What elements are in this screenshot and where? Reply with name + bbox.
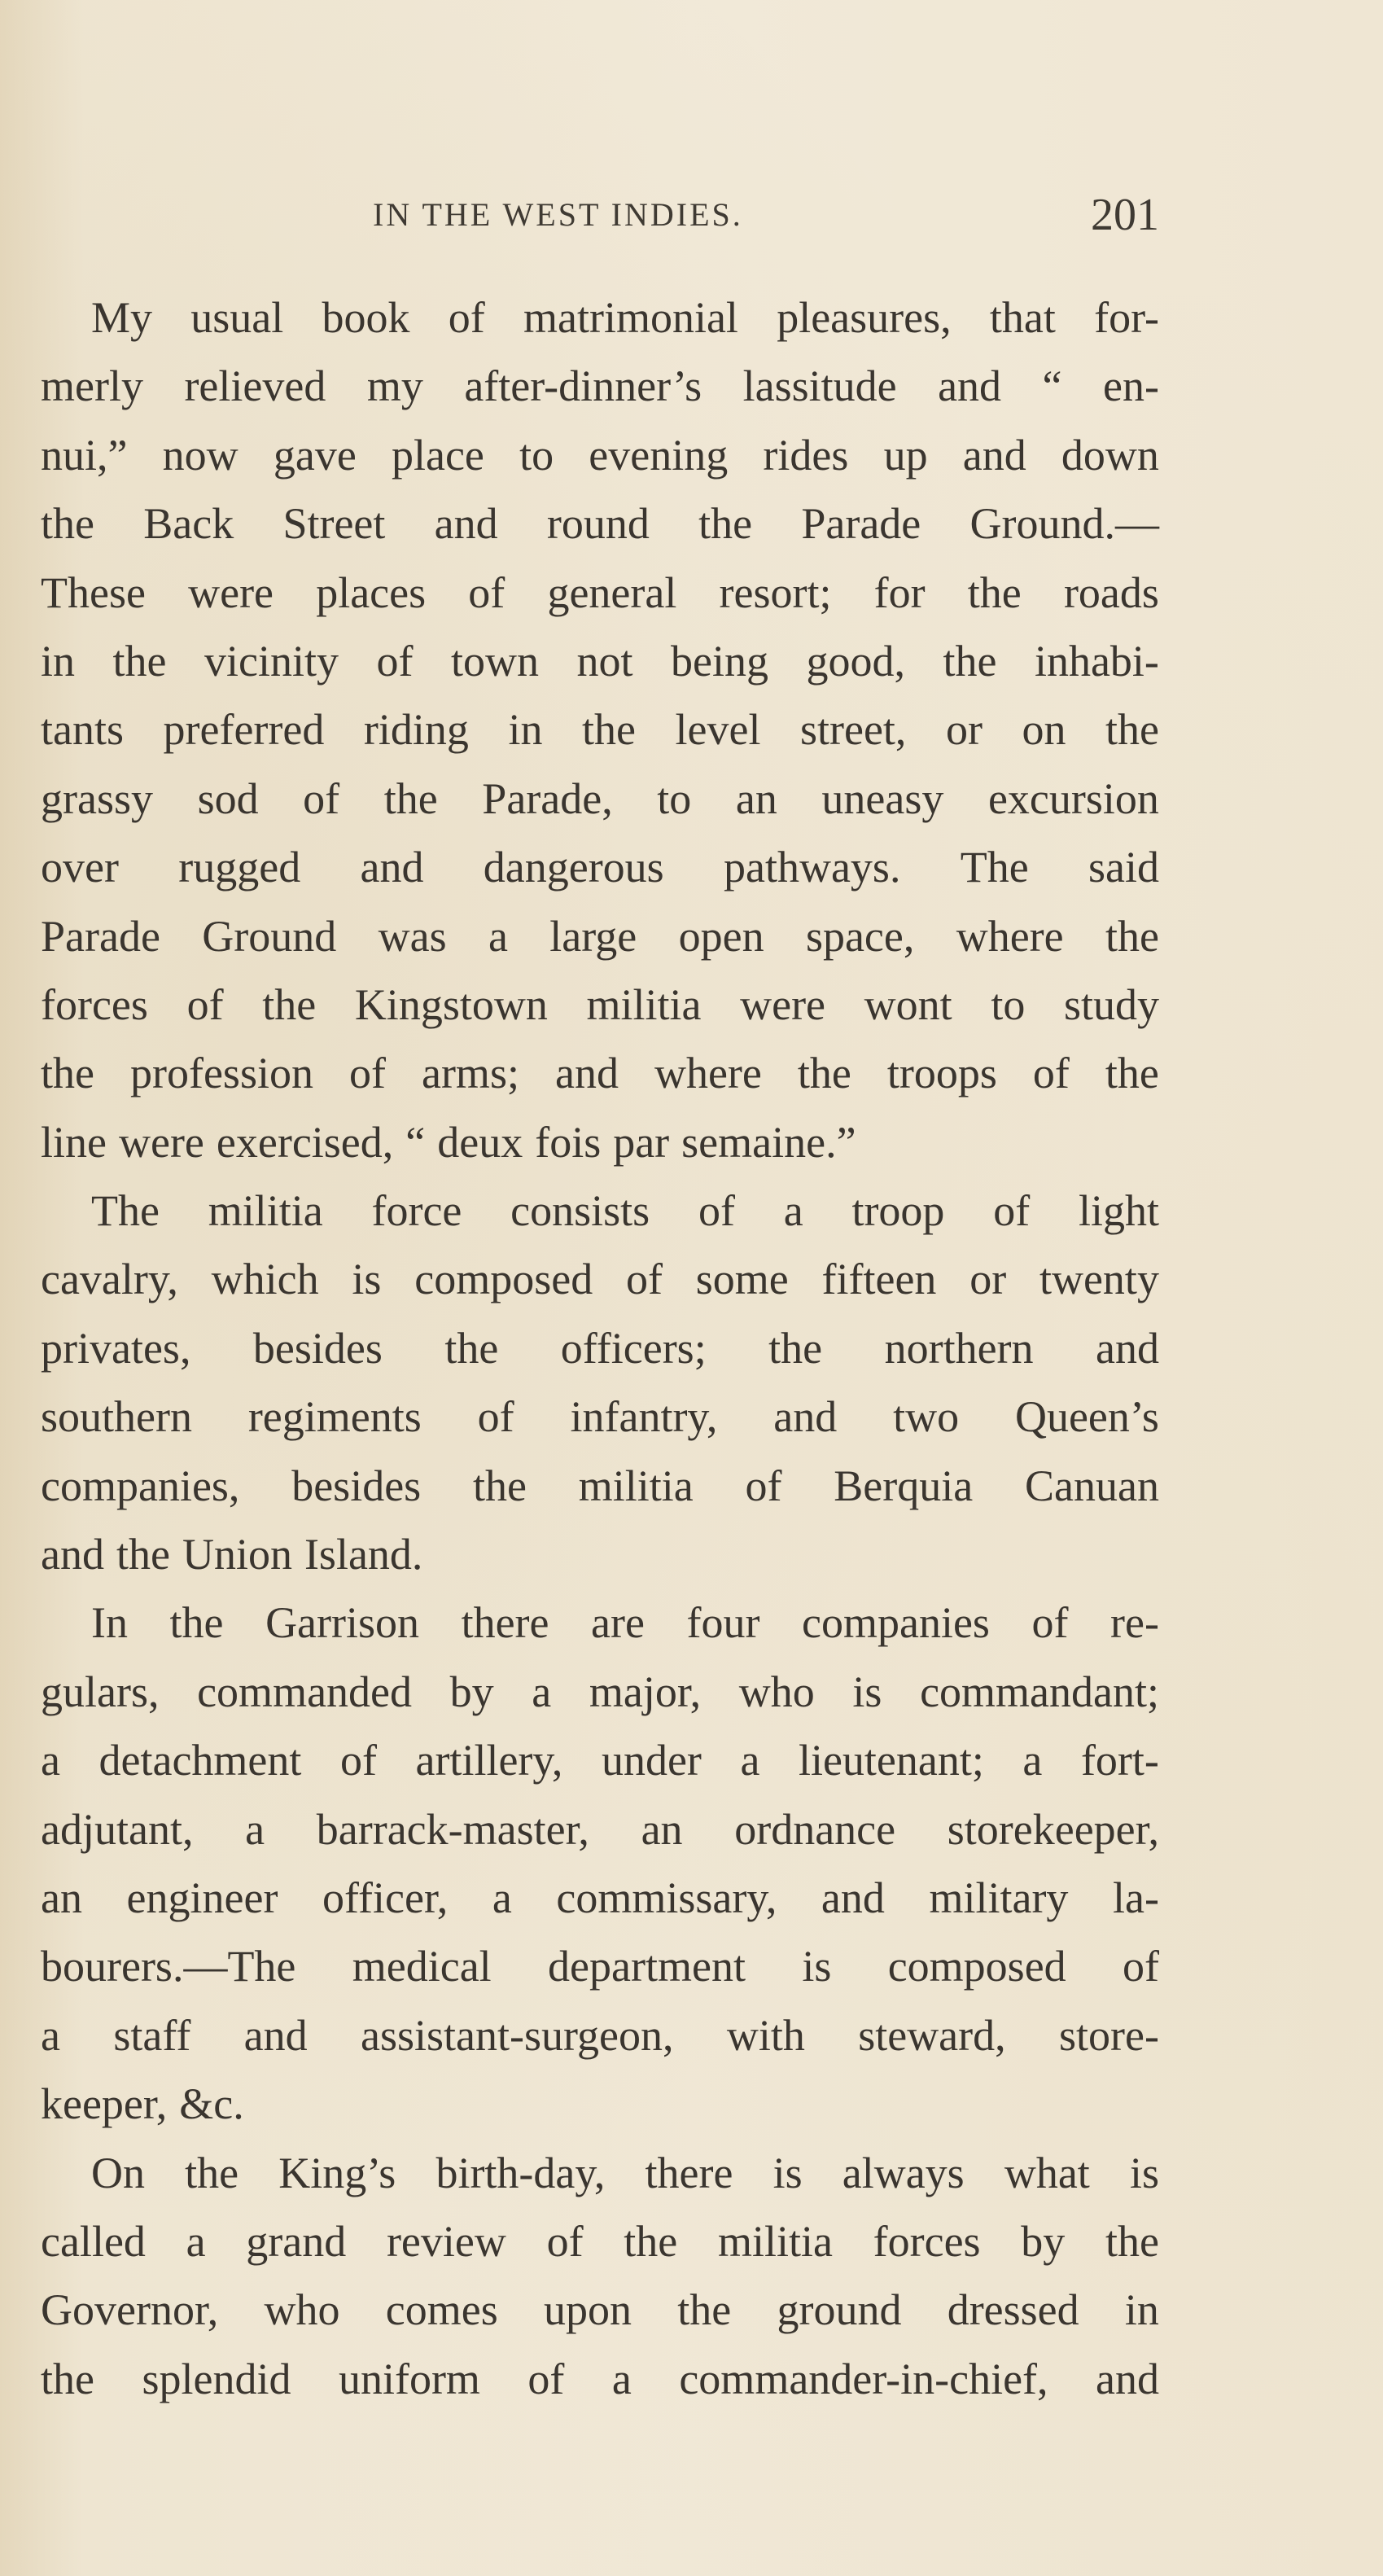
word: usual xyxy=(190,293,284,342)
word: of xyxy=(1031,1598,1069,1648)
word: officer, xyxy=(322,1873,449,1922)
word: matrimonial xyxy=(523,293,738,342)
word: Ground xyxy=(202,911,337,961)
word: the xyxy=(1105,705,1159,755)
word: up xyxy=(883,430,928,480)
word: en- xyxy=(1102,361,1159,411)
text-line xyxy=(41,695,1159,764)
word: militia xyxy=(578,1461,694,1510)
word: vicinity xyxy=(204,636,339,686)
word: Parade xyxy=(41,911,160,961)
word: in xyxy=(1124,2285,1159,2335)
word: to xyxy=(657,773,692,823)
word: an xyxy=(41,1873,82,1922)
word: the xyxy=(581,705,636,755)
word: called xyxy=(41,2216,146,2266)
word: is xyxy=(352,1255,382,1304)
word: infantry, xyxy=(570,1392,718,1442)
word: or xyxy=(969,1255,1007,1304)
word: engineer xyxy=(126,1873,278,1922)
word: were xyxy=(188,567,274,617)
word: consists xyxy=(510,1186,650,1236)
text-line xyxy=(41,627,1159,695)
word: not xyxy=(576,636,633,686)
word: In xyxy=(91,1598,128,1648)
word: storekeeper, xyxy=(947,1804,1159,1854)
word: which xyxy=(211,1255,319,1304)
text-line xyxy=(41,970,1159,1039)
word: book xyxy=(322,293,410,342)
word: relieved xyxy=(184,361,326,411)
word: are xyxy=(591,1598,645,1648)
word: militia xyxy=(208,1186,323,1236)
word: Berquia xyxy=(834,1461,974,1510)
word: is xyxy=(852,1667,882,1716)
text-line xyxy=(41,2345,1159,2413)
word: profession xyxy=(130,1049,313,1098)
word: of xyxy=(468,567,505,617)
word: the xyxy=(1105,911,1159,961)
word: Street xyxy=(282,499,386,549)
word: merly xyxy=(41,361,143,411)
word: the xyxy=(116,1530,170,1579)
word: Governor, xyxy=(41,2285,219,2335)
word: light xyxy=(1078,1186,1159,1236)
word: commanded xyxy=(197,1667,413,1716)
text-line xyxy=(41,489,1159,558)
word: The xyxy=(960,843,1029,892)
word: some xyxy=(695,1255,789,1304)
text-line xyxy=(41,352,1159,420)
word: general xyxy=(547,567,677,617)
word: is xyxy=(772,2148,803,2197)
word: review xyxy=(386,2216,506,2266)
text-line xyxy=(41,1039,1159,1107)
word: is xyxy=(802,1942,832,1991)
word: Island. xyxy=(304,1530,423,1579)
word: comes xyxy=(385,2285,498,2335)
word: and xyxy=(554,1049,619,1098)
text-line xyxy=(41,559,1159,627)
word: the xyxy=(41,499,94,549)
word: the xyxy=(797,1049,851,1098)
word: northern xyxy=(884,1323,1034,1373)
word: for xyxy=(873,567,926,617)
text-line xyxy=(41,2139,1159,2207)
word: ground xyxy=(777,2285,902,2335)
word: good, xyxy=(806,636,905,686)
word: besides xyxy=(252,1323,383,1373)
text-line xyxy=(41,1452,1159,1520)
word: to xyxy=(519,430,554,480)
word: of xyxy=(625,1255,663,1304)
word: street, xyxy=(799,705,907,755)
word: On xyxy=(91,2148,145,2197)
text-line xyxy=(41,1932,1159,2000)
word: the xyxy=(444,1323,499,1373)
word: who xyxy=(738,1667,815,1716)
word: of xyxy=(993,1186,1031,1236)
word: The xyxy=(91,1186,160,1236)
word: the xyxy=(383,773,438,823)
word: excursion xyxy=(987,773,1159,823)
word: by xyxy=(1021,2216,1066,2266)
word: a xyxy=(1022,1736,1043,1785)
word: medical xyxy=(352,1942,492,1991)
word: on xyxy=(1022,705,1066,755)
word: evening xyxy=(589,430,729,480)
body-text xyxy=(41,283,1159,2413)
word: My xyxy=(91,293,153,342)
word: a xyxy=(532,1667,552,1716)
word: troops xyxy=(886,1049,997,1098)
word: were xyxy=(740,979,826,1029)
word: with xyxy=(726,2010,805,2060)
word: Ground.— xyxy=(969,499,1159,549)
word: the xyxy=(169,1598,224,1648)
word: the xyxy=(768,1323,823,1373)
word: being xyxy=(670,636,768,686)
word: lassitude xyxy=(742,361,897,411)
text-line xyxy=(41,1864,1159,1932)
text-line xyxy=(41,2001,1159,2070)
text-line xyxy=(41,1382,1159,1451)
text-line xyxy=(41,1795,1159,1864)
word: study xyxy=(1063,979,1159,1029)
word: the xyxy=(677,2285,732,2335)
word: rides xyxy=(763,430,849,480)
word: commandant; xyxy=(920,1667,1159,1716)
word: staff xyxy=(113,2010,191,2060)
word: the xyxy=(112,636,167,686)
word: who xyxy=(264,2285,340,2335)
word: the xyxy=(472,1461,527,1510)
word: and xyxy=(243,2010,308,2060)
word: ordnance xyxy=(734,1804,896,1854)
word: military xyxy=(929,1873,1069,1922)
word: preferred xyxy=(163,705,325,755)
page-number: 201 xyxy=(1091,190,1159,240)
word: now xyxy=(162,430,239,480)
word: par xyxy=(613,1117,670,1167)
word: major, xyxy=(589,1667,702,1716)
word: deux xyxy=(437,1117,523,1167)
word: in xyxy=(508,705,543,755)
word: Garrison xyxy=(265,1598,420,1648)
word: force xyxy=(371,1186,462,1236)
word: a xyxy=(740,1736,760,1785)
word: were xyxy=(118,1117,204,1167)
word: the xyxy=(185,2148,239,2197)
text-line xyxy=(41,1588,1159,1657)
word: and xyxy=(962,430,1026,480)
word: a xyxy=(245,1804,265,1854)
word: an xyxy=(641,1804,683,1854)
word: Kingstown xyxy=(354,979,548,1029)
word: a xyxy=(41,2010,60,2060)
word: of xyxy=(745,1461,782,1510)
word: and xyxy=(360,843,424,892)
word: the xyxy=(1105,1049,1159,1098)
word: Canuan xyxy=(1025,1461,1159,1510)
word: a xyxy=(492,1873,512,1922)
word: Parade, xyxy=(482,773,613,823)
text-line xyxy=(41,1108,1159,1176)
word: inhabi- xyxy=(1034,636,1159,686)
word: steward, xyxy=(858,2010,1006,2060)
word: officers; xyxy=(560,1323,707,1373)
word: line xyxy=(41,1117,107,1167)
word: the xyxy=(698,499,753,549)
word: bourers.—The xyxy=(41,1942,296,1991)
word: large xyxy=(549,911,637,961)
word: of xyxy=(477,1392,514,1442)
word: Back xyxy=(143,499,234,549)
word: a xyxy=(186,2216,206,2266)
word: splendid xyxy=(142,2354,291,2403)
word: tants xyxy=(41,705,124,755)
word: fois xyxy=(535,1117,602,1167)
word: under xyxy=(601,1736,702,1785)
word: said xyxy=(1088,843,1159,892)
word: privates, xyxy=(41,1323,191,1373)
text-line xyxy=(41,1520,1159,1588)
word: cavalry, xyxy=(41,1255,178,1304)
word: town xyxy=(450,636,539,686)
word: was xyxy=(378,911,447,961)
word: militia xyxy=(717,2216,833,2266)
word: and xyxy=(1095,1323,1159,1373)
word: militia xyxy=(586,979,702,1029)
word: two xyxy=(893,1392,960,1442)
word: twenty xyxy=(1039,1255,1159,1304)
word: an xyxy=(735,773,777,823)
text-line xyxy=(41,833,1159,901)
word: of xyxy=(376,636,414,686)
word: and xyxy=(1096,2354,1159,2403)
word: dangerous xyxy=(483,843,664,892)
word: birth-day, xyxy=(435,2148,606,2197)
word: pathways. xyxy=(724,843,901,892)
word: of xyxy=(339,1736,377,1785)
word: what xyxy=(1004,2148,1090,2197)
word: the xyxy=(1105,2216,1159,2266)
word: the xyxy=(41,1049,94,1098)
word: composed xyxy=(414,1255,593,1304)
word: barrack-master, xyxy=(316,1804,589,1854)
text-line xyxy=(41,2207,1159,2276)
word: re- xyxy=(1110,1598,1159,1648)
word: of xyxy=(186,979,224,1029)
word: of xyxy=(698,1186,735,1236)
word: or xyxy=(945,705,983,755)
word: fort- xyxy=(1080,1736,1159,1785)
word: a xyxy=(41,1736,60,1785)
text-line xyxy=(41,421,1159,489)
word: gave xyxy=(273,430,357,480)
word: a xyxy=(488,911,508,961)
word: sod xyxy=(197,773,259,823)
word: fifteen xyxy=(821,1255,937,1304)
word: four xyxy=(686,1598,760,1648)
word: and xyxy=(773,1392,838,1442)
word: forces xyxy=(41,979,148,1029)
word: round xyxy=(546,499,650,549)
word: store- xyxy=(1059,2010,1159,2060)
word: open xyxy=(678,911,764,961)
word: commissary, xyxy=(556,1873,777,1922)
text-line xyxy=(41,764,1159,833)
word: assistant-surgeon, xyxy=(361,2010,674,2060)
word: commander-in-chief, xyxy=(679,2354,1048,2403)
word: a xyxy=(783,1186,803,1236)
word: and xyxy=(434,499,498,549)
word: my xyxy=(366,361,423,411)
word: artillery, xyxy=(415,1736,563,1785)
word: companies, xyxy=(41,1461,240,1510)
text-line xyxy=(41,1245,1159,1313)
word: space, xyxy=(805,911,915,961)
word: keeper, xyxy=(41,2079,168,2129)
word: pleasures, xyxy=(777,293,952,342)
text-line xyxy=(41,1314,1159,1382)
word: and xyxy=(41,1530,104,1579)
word: These xyxy=(41,567,146,617)
word: nui,” xyxy=(41,430,128,480)
word: the xyxy=(624,2216,678,2266)
text-line xyxy=(41,2070,1159,2138)
text-line xyxy=(41,902,1159,970)
word: detachment xyxy=(98,1736,302,1785)
word: over xyxy=(41,843,119,892)
word: down xyxy=(1061,430,1159,480)
word: exercised, xyxy=(216,1117,394,1167)
word: &c. xyxy=(179,2079,244,2129)
text-line xyxy=(41,1658,1159,1726)
word: la- xyxy=(1113,1873,1159,1922)
word: uniform xyxy=(338,2354,480,2403)
word: grassy xyxy=(41,773,153,823)
word: a xyxy=(611,2354,632,2403)
word: Queen’s xyxy=(1014,1392,1159,1442)
word: of xyxy=(348,1049,386,1098)
word: in xyxy=(41,636,76,686)
word: King’s xyxy=(278,2148,396,2197)
word: the xyxy=(262,979,317,1029)
word: besides xyxy=(291,1461,422,1510)
word: troop xyxy=(851,1186,945,1236)
word: of xyxy=(527,2354,565,2403)
word: adjutant, xyxy=(41,1804,194,1854)
word: southern xyxy=(41,1392,192,1442)
word: of xyxy=(1123,1942,1159,1991)
word: level xyxy=(675,705,761,755)
word: Union xyxy=(182,1530,292,1579)
word: “ xyxy=(405,1117,426,1167)
word: upon xyxy=(543,2285,632,2335)
text-line xyxy=(41,1726,1159,1794)
word: is xyxy=(1129,2148,1159,2197)
page-header xyxy=(373,189,1159,246)
word: where xyxy=(654,1049,762,1098)
word: after-dinner’s xyxy=(464,361,702,411)
word: dressed xyxy=(947,2285,1079,2335)
text-line xyxy=(41,283,1159,352)
running-title: IN THE WEST INDIES. xyxy=(373,196,743,233)
word: to xyxy=(991,979,1026,1029)
word: grand xyxy=(246,2216,347,2266)
word: forces xyxy=(873,2216,981,2266)
word: of xyxy=(546,2216,584,2266)
word: gulars, xyxy=(41,1667,160,1716)
word: Parade xyxy=(801,499,921,549)
word: roads xyxy=(1063,567,1159,617)
word: for- xyxy=(1094,293,1159,342)
word: the xyxy=(943,636,997,686)
word: always xyxy=(842,2148,965,2197)
word: wont xyxy=(864,979,952,1029)
word: rugged xyxy=(178,843,301,892)
word: of xyxy=(303,773,340,823)
word: arms; xyxy=(421,1049,519,1098)
word: uneasy xyxy=(821,773,944,823)
word: places xyxy=(316,567,427,617)
word: resort; xyxy=(719,567,832,617)
word: and xyxy=(938,361,1002,411)
word: and xyxy=(821,1873,885,1922)
word: where xyxy=(956,911,1064,961)
word: riding xyxy=(363,705,469,755)
word: companies xyxy=(802,1598,990,1648)
word: “ xyxy=(1042,361,1062,411)
word: of xyxy=(448,293,485,342)
word: the xyxy=(967,567,1022,617)
word: department xyxy=(548,1942,746,1991)
word: by xyxy=(449,1667,494,1716)
word: that xyxy=(989,293,1056,342)
word: there xyxy=(461,1598,549,1648)
word: semaine.” xyxy=(681,1117,856,1167)
word: regiments xyxy=(247,1392,422,1442)
word: place xyxy=(391,430,484,480)
word: lieutenant; xyxy=(798,1736,984,1785)
word: of xyxy=(1032,1049,1070,1098)
word: the xyxy=(41,2354,94,2403)
text-line xyxy=(41,2276,1159,2344)
word: there xyxy=(645,2148,733,2197)
text-line xyxy=(41,1176,1159,1245)
word: composed xyxy=(887,1942,1066,1991)
